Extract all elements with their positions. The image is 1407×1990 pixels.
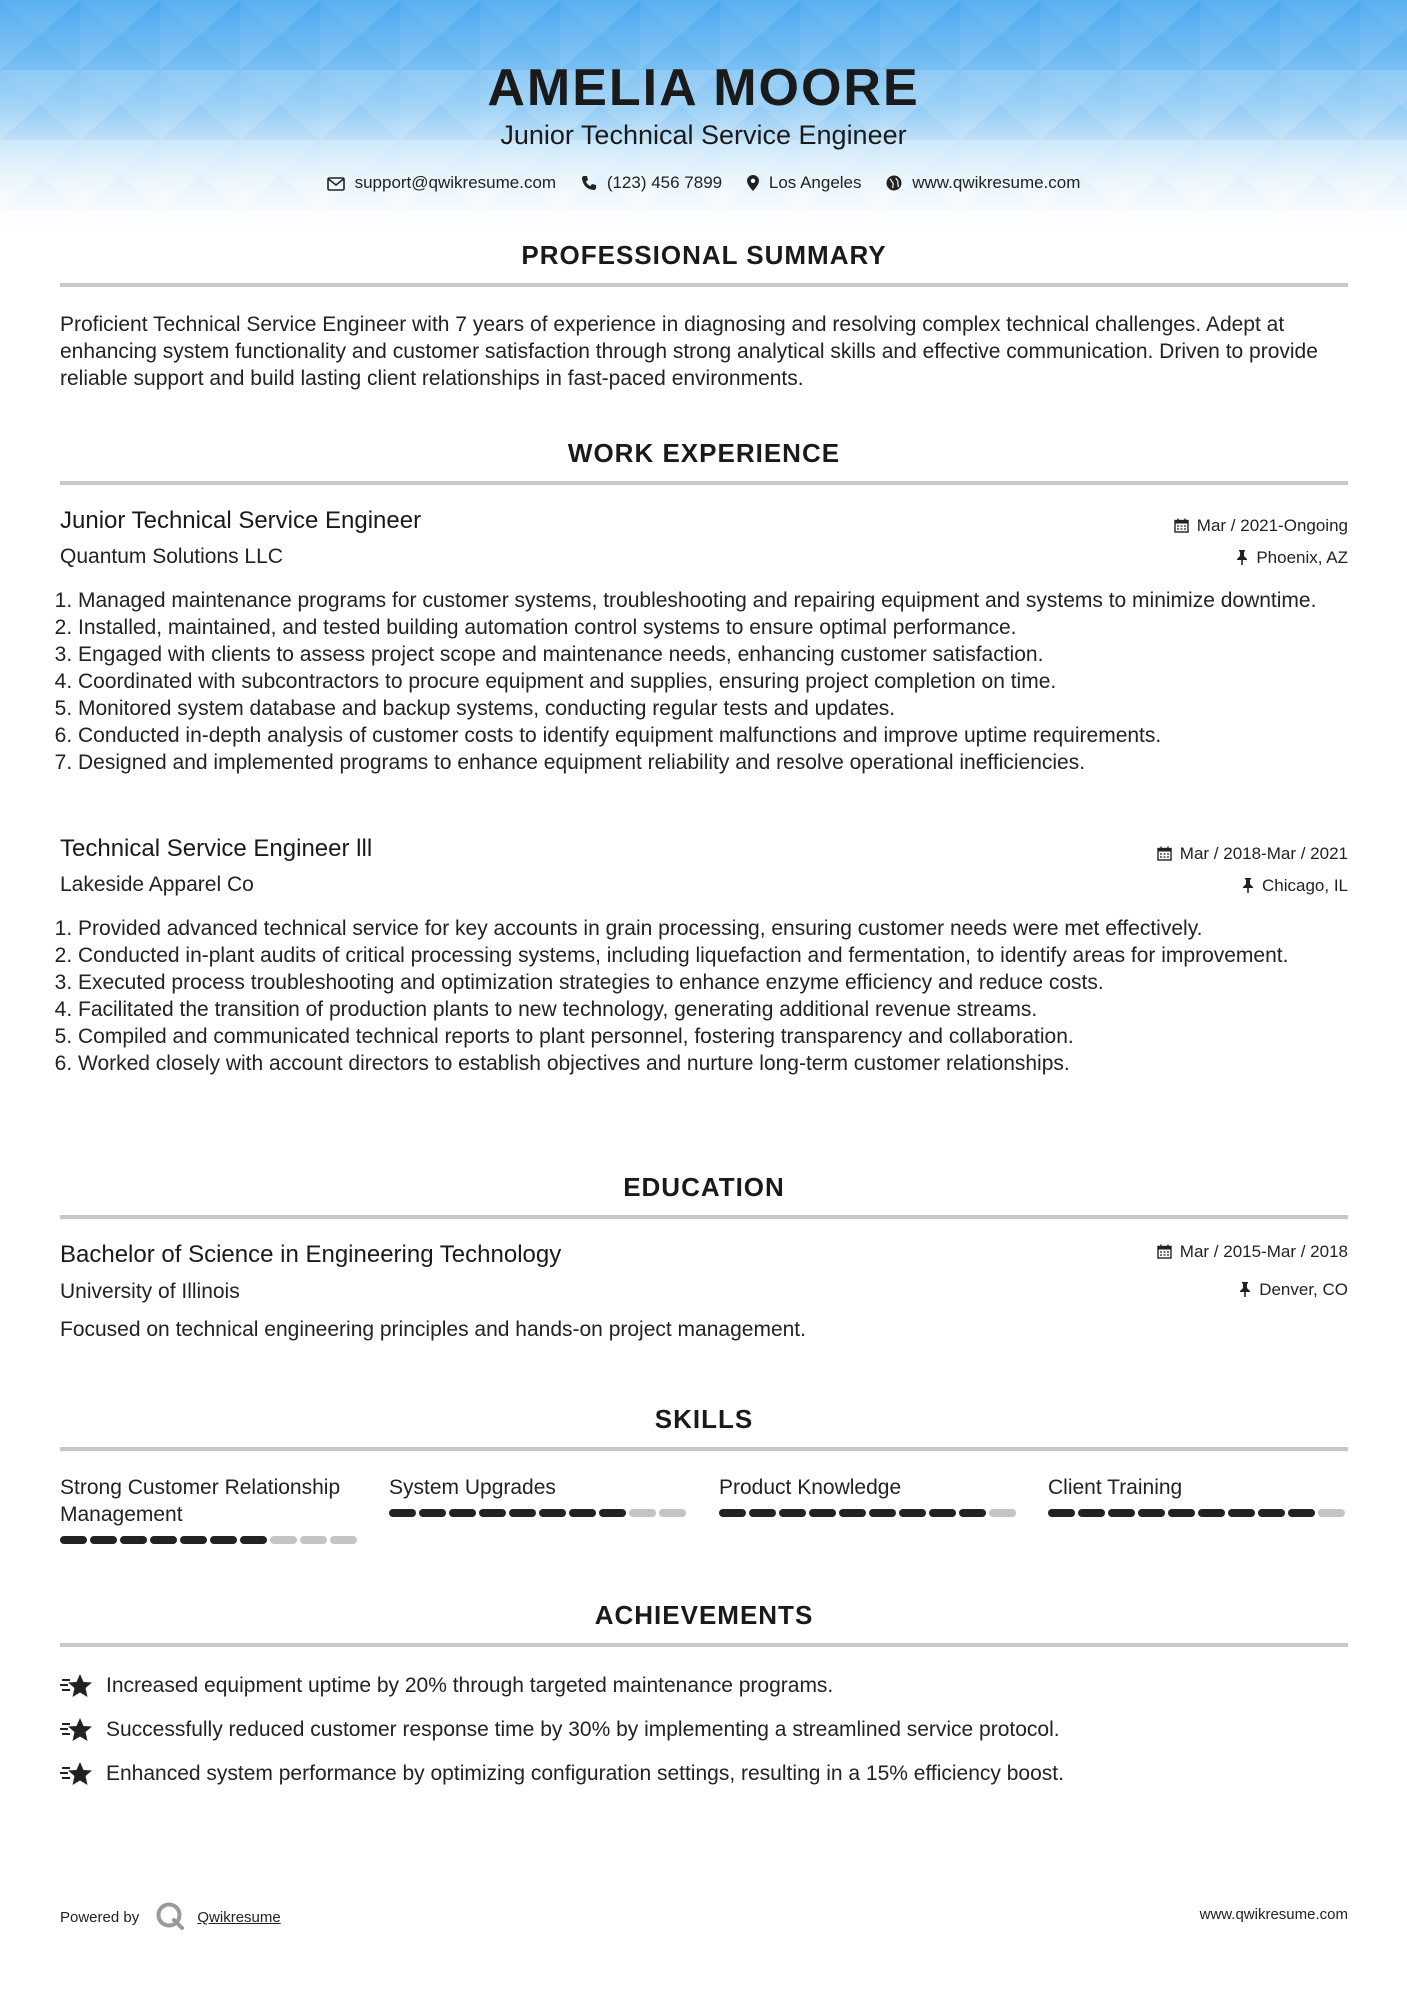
skill-level-segment [779, 1509, 806, 1517]
contact-bar [0, 172, 1407, 193]
skill-level-segment [1228, 1509, 1255, 1517]
education-dates [1157, 1242, 1348, 1262]
skill-item [1048, 1474, 1348, 1517]
list-item: 6. Conducted in-depth analysis of customer costs to identify equipment malfunctions and improve uptime requirements. [78, 722, 1368, 749]
degree-title: Bachelor of Science in Engineering Technology [60, 1241, 562, 1268]
skill-level-segment [90, 1536, 117, 1544]
skill-level-segment [270, 1536, 297, 1544]
skill-level-segment [240, 1536, 267, 1544]
experience-heading: WORK EXPERIENCE [567, 438, 841, 468]
job-company: Quantum Solutions LLC [60, 545, 283, 568]
phone-icon [581, 175, 597, 191]
skill-level-segment [749, 1509, 776, 1517]
summary-text: Proficient Technical Service Engineer with 7 years of experience in diagnosing and resolving complex technical challenges. Adept at enhancing system functionality and customer satisfaction through strong analytical skills and effective communication. Driven to provide reliable support and build lasting client relationships in fast-paced environments. [60, 313, 1318, 390]
skill-level-segment [1168, 1509, 1195, 1517]
achievements-divider [60, 1643, 1348, 1647]
globe-icon [886, 175, 902, 191]
skill-level-segment [599, 1509, 626, 1517]
list-item: 4. Facilitated the transition of production plants to new technology, generating additional revenue streams. [78, 996, 1368, 1023]
achievement-text: Increased equipment uptime by 20% through targeted maintenance programs. [106, 1674, 834, 1697]
education-divider [60, 1215, 1348, 1219]
skill-level-segment [479, 1509, 506, 1517]
skill-level-segment [539, 1509, 566, 1517]
skill-level-bar [719, 1509, 1019, 1517]
skill-level-segment [1288, 1509, 1315, 1517]
skill-level-segment [1318, 1509, 1345, 1517]
list-item: 3. Engaged with clients to assess project scope and maintenance needs, enhancing customer satisfaction. [78, 641, 1368, 668]
skill-level-segment [419, 1509, 446, 1517]
skill-level-segment [569, 1509, 596, 1517]
candidate-title: Junior Technical Service Engineer [500, 120, 907, 150]
job-location-text: Phoenix, AZ [1256, 548, 1348, 567]
footer-powered-by [60, 1901, 281, 1931]
skill-name: System Upgrades [389, 1476, 556, 1499]
list-item: 7. Designed and implemented programs to enhance equipment reliability and resolve operational inefficiencies. [78, 749, 1368, 776]
calendar-icon [1157, 846, 1172, 861]
skill-level-segment [1108, 1509, 1135, 1517]
job-location [1236, 548, 1348, 568]
skill-level-segment [899, 1509, 926, 1517]
summary-divider [60, 283, 1348, 287]
skill-level-bar [60, 1536, 360, 1544]
job-dates-text: Mar / 2018-Mar / 2021 [1179, 844, 1348, 863]
experience-divider [60, 481, 1348, 485]
skill-level-segment [1258, 1509, 1285, 1517]
achievement-item [60, 1716, 1350, 1744]
star-icon [60, 1760, 94, 1788]
skill-level-segment [1048, 1509, 1075, 1517]
contact-location [747, 173, 862, 193]
skill-name: Client Training [1048, 1476, 1183, 1499]
map-pin-icon [747, 175, 759, 191]
list-item: 3. Executed process troubleshooting and optimization strategies to enhance enzyme efficiency and reduce costs. [78, 969, 1368, 996]
skill-level-segment [659, 1509, 686, 1517]
calendar-icon [1174, 518, 1189, 533]
list-item: 5. Compiled and communicated technical reports to plant personnel, fostering transparency and collaboration. [78, 1023, 1368, 1050]
skill-level-segment [509, 1509, 536, 1517]
school-name: University of Illinois [60, 1280, 240, 1303]
skill-level-segment [60, 1536, 87, 1544]
skill-level-segment [330, 1536, 357, 1544]
qwikresume-logo-icon [155, 1901, 185, 1931]
job-location [1242, 876, 1348, 896]
star-icon [60, 1716, 94, 1744]
skill-level-segment [300, 1536, 327, 1544]
skill-level-segment [180, 1536, 207, 1544]
website-text: www.qwikresume.com [912, 172, 1081, 192]
job-location-text: Chicago, IL [1262, 876, 1348, 895]
achievements-heading: ACHIEVEMENTS [594, 1600, 814, 1630]
achievement-text: Enhanced system performance by optimizing configuration settings, resulting in a 15% efficiency boost. [106, 1762, 1064, 1785]
job-bullets [60, 915, 1368, 1077]
skill-level-segment [809, 1509, 836, 1517]
list-item: 2. Conducted in-plant audits of critical processing systems, including liquefaction and fermentation, to identify areas for improvement. [78, 942, 1368, 969]
job-company: Lakeside Apparel Co [60, 873, 254, 896]
list-item: 2. Installed, maintained, and tested building automation control systems to ensure optimal performance. [78, 614, 1368, 641]
location-text: Los Angeles [768, 172, 862, 192]
skills-divider [60, 1447, 1348, 1451]
brand-link[interactable]: Qwikresume [197, 1909, 281, 1926]
achievement-item [60, 1760, 1350, 1788]
pushpin-icon [1242, 878, 1254, 893]
job-title: Technical Service Engineer lll [60, 835, 373, 862]
skill-level-segment [120, 1536, 147, 1544]
list-item: 4. Coordinated with subcontractors to procure equipment and supplies, ensuring project completion on time. [78, 668, 1368, 695]
skill-level-bar [1048, 1509, 1348, 1517]
summary-heading: PROFESSIONAL SUMMARY [521, 240, 887, 270]
skill-level-segment [629, 1509, 656, 1517]
job-title: Junior Technical Service Engineer [60, 507, 422, 534]
list-item: 1. Managed maintenance programs for customer systems, troubleshooting and repairing equipment and systems to minimize downtime. [78, 587, 1368, 614]
skill-level-segment [449, 1509, 476, 1517]
pushpin-icon [1236, 550, 1248, 565]
email-text: support@qwikresume.com [354, 172, 557, 192]
contact-website[interactable] [886, 173, 1080, 193]
education-heading: EDUCATION [623, 1172, 785, 1202]
skill-level-segment [929, 1509, 956, 1517]
skill-level-segment [150, 1536, 177, 1544]
list-item: 5. Monitored system database and backup systems, conducting regular tests and updates. [78, 695, 1368, 722]
job-bullets [60, 587, 1368, 776]
skill-item [389, 1474, 689, 1517]
skill-level-segment [989, 1509, 1016, 1517]
skill-level-segment [389, 1509, 416, 1517]
candidate-name: AMELIA MOORE [487, 59, 920, 117]
skill-name: Strong Customer Relationship Management [60, 1476, 341, 1526]
job-dates [1174, 516, 1348, 536]
job-dates-text: Mar / 2021-Ongoing [1196, 516, 1348, 535]
skills-heading: SKILLS [654, 1404, 754, 1434]
education-description: Focused on technical engineering principles and hands-on project management. [60, 1318, 806, 1341]
skill-level-segment [210, 1536, 237, 1544]
contact-phone[interactable] [581, 173, 722, 193]
footer-website[interactable]: www.qwikresume.com [1199, 1906, 1348, 1923]
skill-level-segment [959, 1509, 986, 1517]
achievement-text: Successfully reduced customer response time by 30% by implementing a streamlined service protocol. [106, 1718, 1060, 1741]
education-location [1239, 1280, 1348, 1300]
skill-level-segment [839, 1509, 866, 1517]
star-icon [60, 1672, 94, 1700]
skill-level-segment [719, 1509, 746, 1517]
pushpin-icon [1239, 1282, 1251, 1297]
skill-level-segment [1138, 1509, 1165, 1517]
skill-level-segment [1078, 1509, 1105, 1517]
skill-level-segment [869, 1509, 896, 1517]
contact-email[interactable] [327, 173, 557, 193]
skill-level-bar [389, 1509, 689, 1517]
calendar-icon [1157, 1244, 1172, 1259]
list-item: 1. Provided advanced technical service for key accounts in grain processing, ensuring customer needs were met effectively. [78, 915, 1368, 942]
skill-name: Product Knowledge [719, 1476, 902, 1499]
skill-level-segment [1198, 1509, 1225, 1517]
skill-item [60, 1474, 360, 1544]
skill-item [719, 1474, 1019, 1517]
education-dates-text: Mar / 2015-Mar / 2018 [1179, 1242, 1348, 1261]
envelope-icon [327, 177, 345, 191]
phone-text: (123) 456 7899 [606, 172, 723, 192]
job-dates [1157, 844, 1348, 864]
powered-by-label: Powered by [60, 1909, 140, 1926]
achievement-item [60, 1672, 1350, 1700]
list-item: 6. Worked closely with account directors to establish objectives and nurture long-term customer relationships. [78, 1050, 1368, 1077]
education-location-text: Denver, CO [1259, 1280, 1348, 1299]
